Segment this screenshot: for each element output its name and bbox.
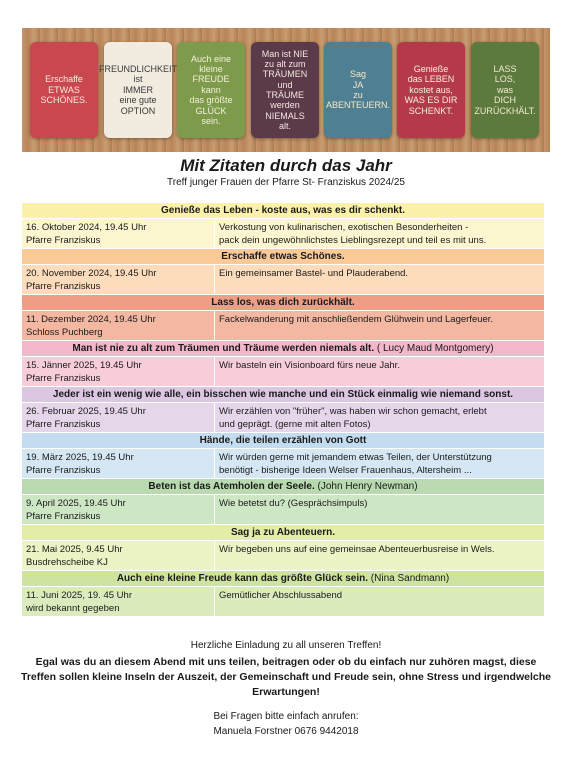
event-quote-header xyxy=(22,249,544,265)
event-description-line: und geprägt. (gerne mit alten Fotos) xyxy=(219,419,371,430)
contact-text: Manuela Forstner 0676 9442018 xyxy=(213,726,359,737)
event-description-line: Wie betetst du? (Gesprächsimpuls) xyxy=(219,498,368,509)
quote-card xyxy=(471,42,539,138)
event-table xyxy=(22,203,544,617)
questions-text: Bei Fragen bitte einfach anrufen: xyxy=(213,711,359,722)
event-date: 19. März 2025, 19.45 Uhr xyxy=(26,452,134,463)
event-quote-header xyxy=(22,387,544,403)
event-date-location xyxy=(22,357,215,386)
event-row xyxy=(22,495,544,525)
event-date-location xyxy=(22,587,215,616)
event-description-line: benötigt - bisherige Ideen Welser Frauenhaus, Altersheim ... xyxy=(219,465,472,476)
event-date-location xyxy=(22,265,215,294)
event-date: 21. Mai 2025, 9.45 Uhr xyxy=(26,544,123,555)
event-description-line: Ein gemeinsamer Bastel- und Plauderabend. xyxy=(219,268,409,279)
event-quote: Sag ja zu Abenteuern. xyxy=(230,527,336,538)
event-date-location xyxy=(22,403,215,432)
event-description-line: Fackelwanderung mit anschließendem Glühwein und Lagerfeuer. xyxy=(219,314,494,325)
event-description-line: Wir begeben uns auf eine gemeinsae Abenteuerbusreise in Wels. xyxy=(219,544,495,555)
event-date: 15. Jänner 2025, 19.45 Uhr xyxy=(26,360,142,371)
quote-card-line: zu alt zum xyxy=(264,58,306,69)
quote-card-line: Genieße xyxy=(413,64,449,75)
event-location: Pfarre Franziskus xyxy=(26,511,101,522)
event-date-location xyxy=(22,495,215,524)
quote-card-line: LASS xyxy=(493,64,517,75)
event-date: 20. November 2024, 19.45 Uhr xyxy=(26,268,157,279)
event-date: 11. Dezember 2024, 19.45 Uhr xyxy=(26,314,156,325)
quote-card-line: GLÜCK xyxy=(195,105,227,116)
event-row xyxy=(22,403,544,433)
event-row xyxy=(22,265,544,295)
event-quote: Lass los, was dich zurückhält. xyxy=(211,297,355,308)
event-quote: Jeder ist ein wenig wie alle, ein bisschen wie manche und ein Stück einmalig wie niemand sonst. xyxy=(52,389,514,400)
invitation-text: Herzliche Einladung zu all unseren Treffen! xyxy=(190,640,382,651)
quote-card-line: DICH xyxy=(494,95,516,106)
quote-card-line: kann xyxy=(201,84,221,95)
event-description-line: Verkostung von kulinarischen, exotischen Besonderheiten - xyxy=(219,222,469,233)
event-location: Pfarre Franziskus xyxy=(26,373,101,384)
quote-card-line: WAS ES DIR xyxy=(404,95,458,106)
quote-card-line: alt. xyxy=(278,121,291,132)
event-quote-author: ( Lucy Maud Montgomery) xyxy=(374,343,494,354)
event-row xyxy=(22,357,544,387)
event-description-line: Wir würden gerne mit jemandem etwas Teilen, der Unterstützung xyxy=(219,452,492,463)
event-location: Busdrehscheibe KJ xyxy=(26,557,108,568)
quote-card-line: Man ist NIE xyxy=(261,48,309,59)
quote-card xyxy=(99,42,178,138)
event-date: 26. Februar 2025, 19.45 Uhr xyxy=(26,406,146,417)
event-row xyxy=(22,449,544,479)
event-date: 16. Oktober 2024, 19.45 Uhr xyxy=(26,222,147,233)
event-description xyxy=(215,449,544,478)
quote-card-line: SCHENKT. xyxy=(408,105,454,116)
quote-card-line: NIEMALS xyxy=(265,110,305,121)
quote-card xyxy=(397,42,465,138)
header-photo-banner xyxy=(22,28,550,152)
event-quote-header xyxy=(22,571,544,587)
quote-card-line: das LEBEN xyxy=(407,74,455,85)
event-location: Pfarre Franziskus xyxy=(26,235,101,246)
event-description xyxy=(215,311,544,340)
quote-card-line: LOS, xyxy=(494,74,516,85)
quote-card-line: IMMER xyxy=(123,84,153,95)
quote-card-line: TRÄUME xyxy=(266,90,304,100)
event-description xyxy=(215,265,544,294)
quote-card-line: sein. xyxy=(201,115,221,126)
event-row xyxy=(22,587,544,617)
quote-card-line: zu xyxy=(353,90,363,100)
invitation-bold-text: Egal was du an diesem Abend mit uns teilen, beitragen oder ob du einfach nur zuhören magst, diese Treffen sollen kleine Inseln der Auszeit, der Gemeinschaft und Freude sein, ohne Stress und irgendwelche Erwartungen! xyxy=(21,656,551,698)
event-quote-header xyxy=(22,525,544,541)
event-description-line: Wir erzählen von "früher", was haben wir schon gemacht, erlebt xyxy=(219,406,487,417)
event-location: Pfarre Franziskus xyxy=(26,419,101,430)
event-date-location xyxy=(22,541,215,570)
event-description xyxy=(215,587,544,616)
quote-card-line: ABENTEUERN. xyxy=(326,100,391,111)
event-location: wird bekannt gegeben xyxy=(26,603,120,614)
event-description xyxy=(215,403,544,432)
event-date-location xyxy=(22,449,215,478)
event-quote-header xyxy=(22,341,544,357)
quote-card-line: ETWAS xyxy=(48,84,80,95)
quote-card xyxy=(177,42,245,138)
event-quote: Man ist nie zu alt zum Träumen und Träume werden niemals alt. xyxy=(72,343,375,354)
quote-card-line: und xyxy=(277,79,293,90)
event-quote: Genieße das Leben - koste aus, was es dir schenkt. xyxy=(161,205,405,216)
quote-card-line: kostet aus, xyxy=(409,84,453,95)
event-quote-author: (Nina Sandmann) xyxy=(368,573,450,584)
quote-card xyxy=(30,42,98,138)
event-row xyxy=(22,311,544,341)
event-quote: Auch eine kleine Freude kann das größte Glück sein. xyxy=(116,573,369,584)
event-quote: Erschaffe etwas Schönes. xyxy=(221,251,345,262)
quote-card xyxy=(251,42,319,138)
quote-card-line: Sag xyxy=(349,69,366,80)
event-date: 11. Juni 2025, 19. 45 Uhr xyxy=(26,590,132,601)
quote-card-line: Erschaffe xyxy=(45,74,83,85)
event-location: Pfarre Franziskus xyxy=(26,281,101,292)
quote-card-line: was xyxy=(496,84,513,95)
quote-card-line: TRÄUMEN xyxy=(262,69,308,80)
event-date-location xyxy=(22,311,215,340)
event-row xyxy=(22,541,544,571)
page-subtitle: Treff junger Frauen der Pfarre St- Franziskus 2024/25 xyxy=(167,177,405,188)
event-quote-header xyxy=(22,433,544,449)
event-description xyxy=(215,219,544,248)
event-quote-header xyxy=(22,295,544,311)
event-description xyxy=(215,495,544,524)
event-quote-header xyxy=(22,479,544,495)
quote-card-line: ZURÜCKHÄLT. xyxy=(474,105,536,116)
event-location: Pfarre Franziskus xyxy=(26,465,101,476)
page-title: Mit Zitaten durch das Jahr xyxy=(180,156,392,175)
quote-card-line: ist xyxy=(133,74,143,85)
quote-card-line: kleine xyxy=(199,64,223,75)
event-location: Schloss Puchberg xyxy=(26,327,103,338)
quote-card xyxy=(324,42,392,138)
quote-card-line: SCHÖNES. xyxy=(40,95,88,106)
event-row xyxy=(22,219,544,249)
event-date: 9. April 2025, 19.45 Uhr xyxy=(26,498,126,509)
quote-card-line: OPTION xyxy=(120,105,156,116)
event-quote-header xyxy=(22,203,544,219)
quote-card-line: eine gute xyxy=(119,95,157,106)
quote-card-line: Auch eine xyxy=(190,53,232,64)
quote-card-line: werden xyxy=(270,100,300,111)
event-description-line: Wir basteln ein Visionboard fürs neue Jahr. xyxy=(219,360,400,371)
quote-card-line: das größte xyxy=(189,95,233,106)
event-description-line: Gemütlicher Abschlussabend xyxy=(219,590,343,601)
event-date-location xyxy=(22,219,215,248)
event-description-line: pack dein ungewöhnlichstes Lieblingsrezept und teil es mit uns. xyxy=(219,235,487,246)
event-description xyxy=(215,541,544,570)
event-quote: Beten ist das Atemholen der Seele. xyxy=(148,481,315,492)
event-description xyxy=(215,357,544,386)
quote-card-line: FREUDE xyxy=(192,74,230,85)
event-quote-author: (John Henry Newman) xyxy=(314,481,418,492)
quote-card-line: JA xyxy=(352,79,364,90)
event-quote: Hände, die teilen erzählen von Gott xyxy=(199,435,367,446)
quote-card-line: FREUNDLICHKEIT xyxy=(99,64,178,75)
